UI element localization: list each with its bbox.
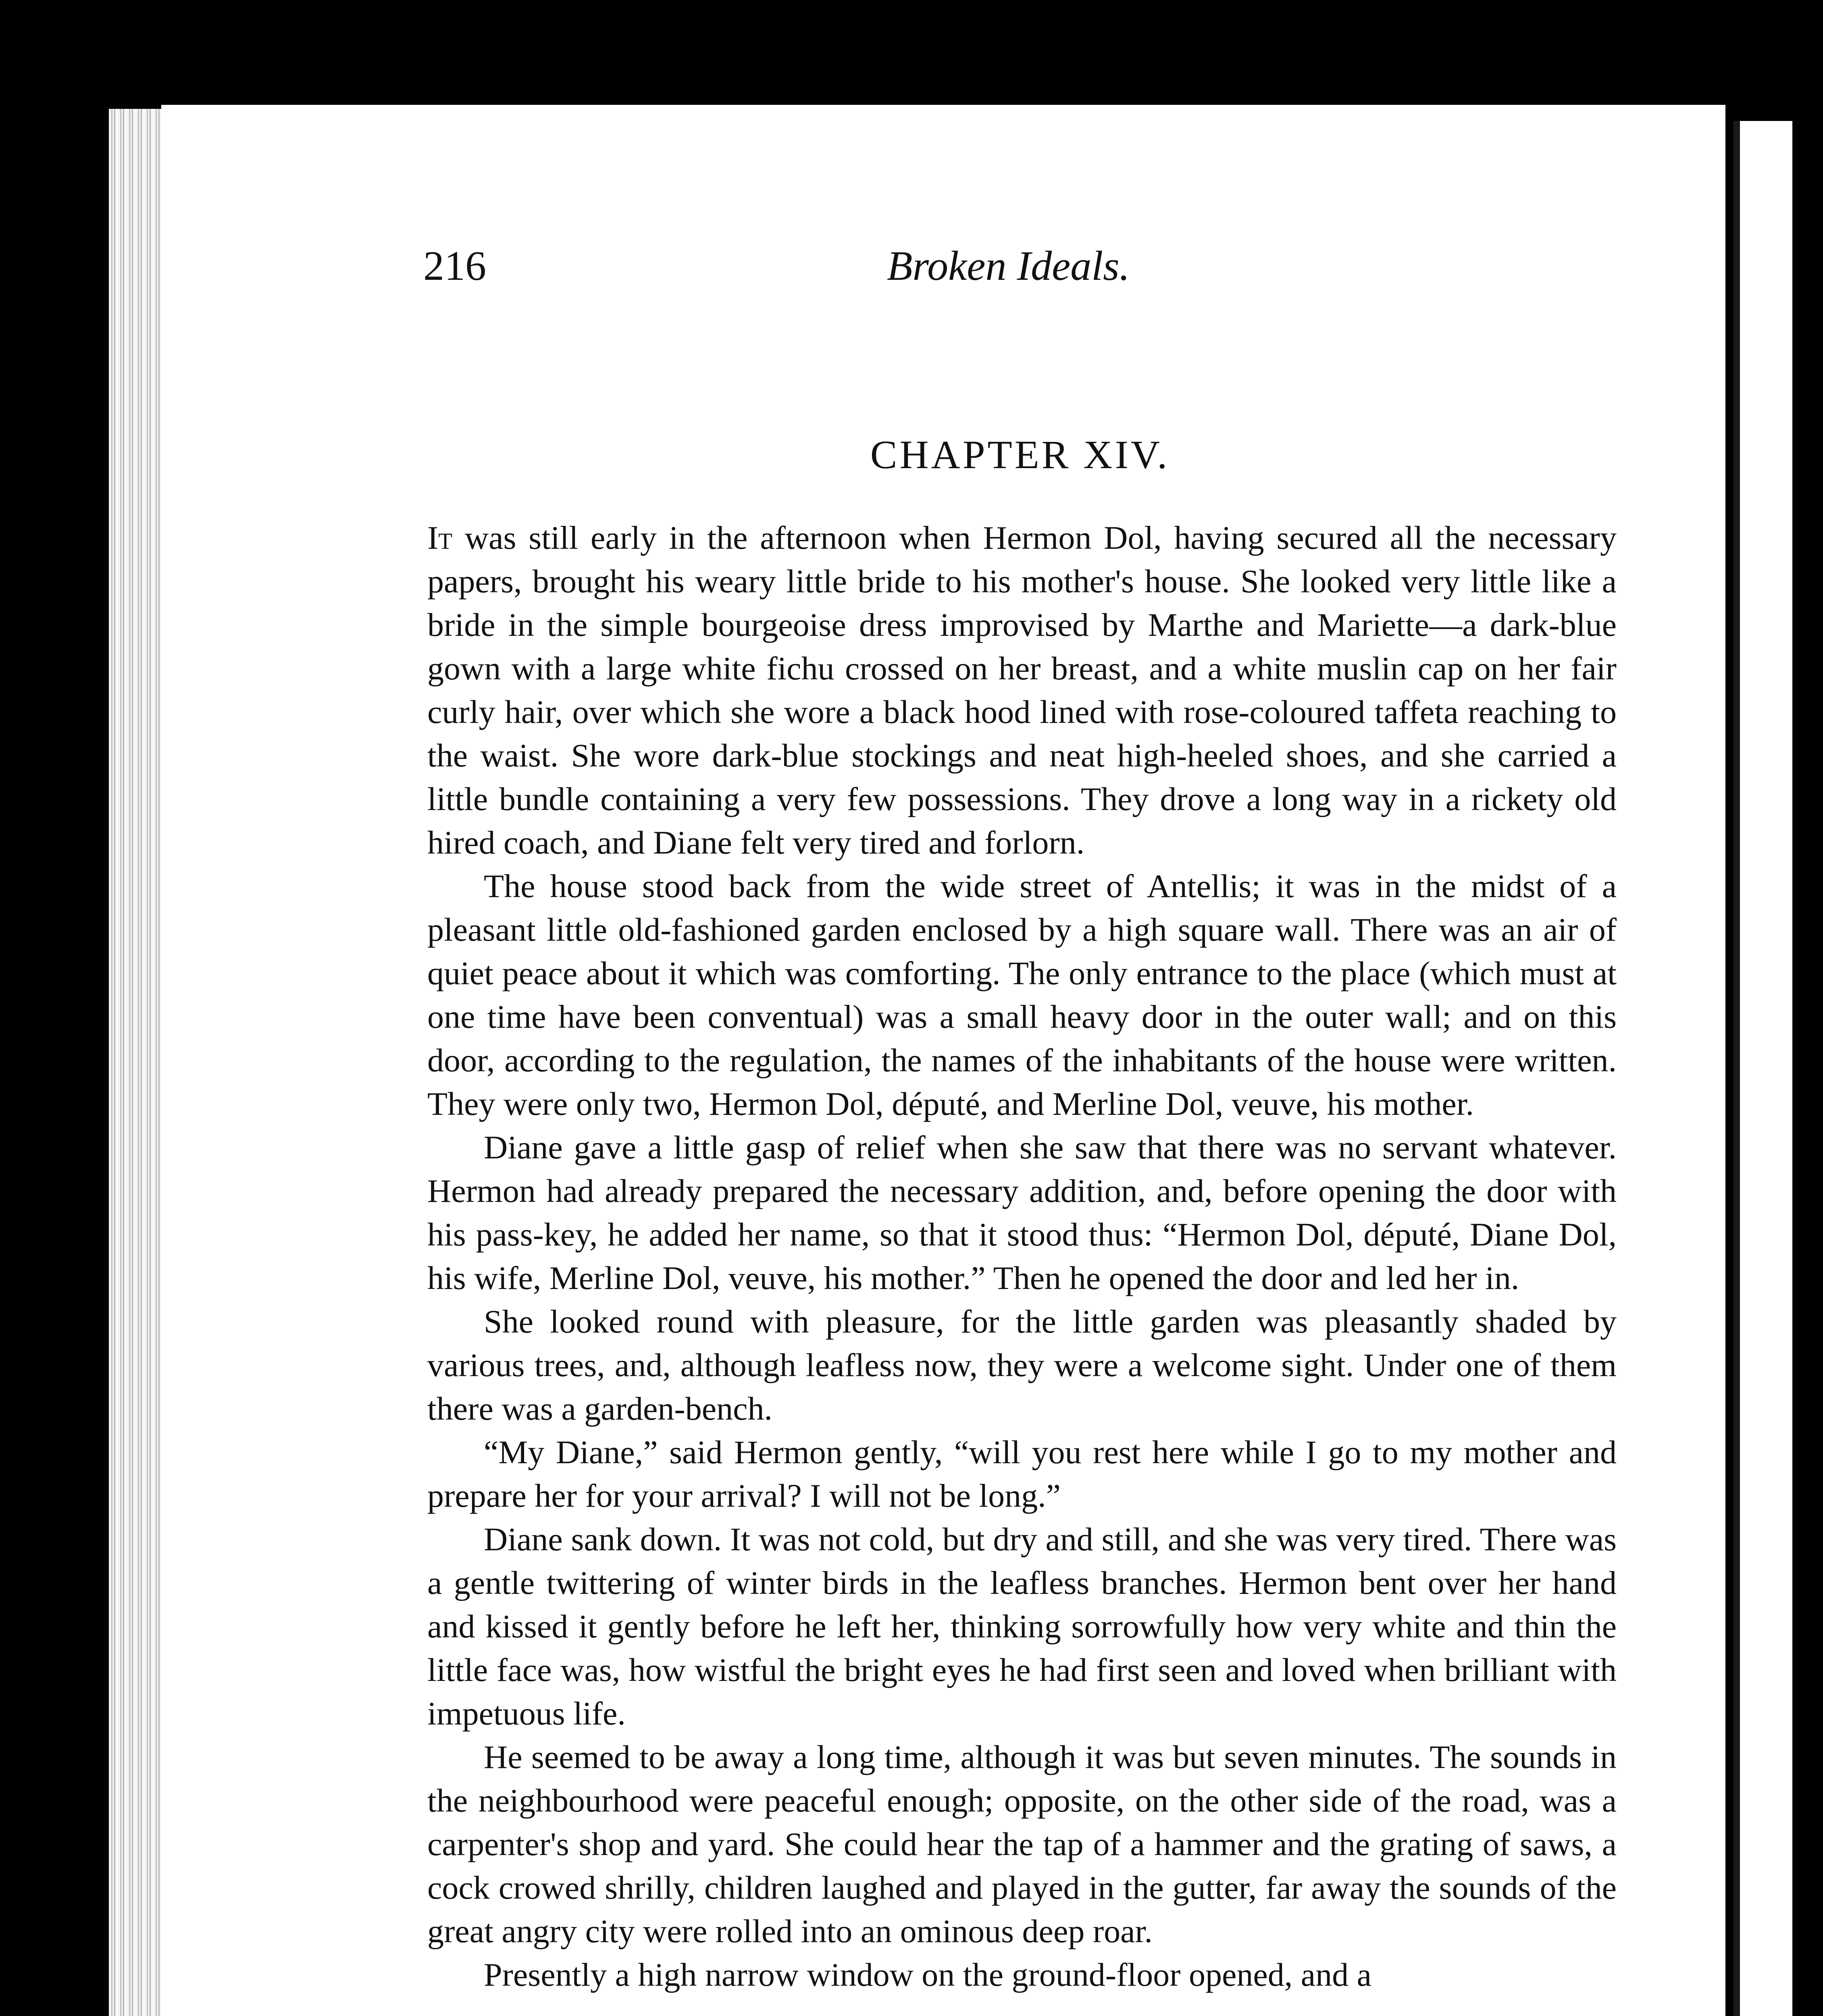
paragraph-6: Diane sank down. It was not cold, but dry and still, and she was very tired. There was a gentle twittering of winter birds in the leafless branches. Hermon bent over her hand and kissed it gently before he left her, thinking sorrowfully how very white and thin the little face was, how wistful the bright eyes he had first seen and loved when brilliant with impetuous life. <box>427 1521 1617 1732</box>
opening-small-caps: It <box>427 519 453 556</box>
page-number: 216 <box>423 243 486 289</box>
paragraph-2: The house stood back from the wide street of Antellis; it was in the midst of a pleasant little old-fashioned garden enclosed by a high square wall. There was an air of quiet peace about it which was comforting. The only entrance to the place (which must at one time have been conventual) was a small heavy door in the outer wall; and on this door, according to the regulation, the names of the inhabitants of the house were written. They were only two, Hermon Dol, député, and Merline Dol, veuve, his mother. <box>427 868 1617 1122</box>
chapter-body <box>427 516 1617 1997</box>
running-title: Broken Ideals. <box>887 243 1130 289</box>
paragraph-7: He seemed to be away a long time, although it was but seven minutes. The sounds in the neighbourhood were peaceful enough; opposite, on the other side of the road, was a carpenter's shop and yard. She could hear the tap of a hammer and the grating of saws, a cock crowed shrilly, children laughed and played in the gutter, far away the sounds of the great angry city were rolled into an ominous deep roar. <box>427 1739 1617 1949</box>
facing-page-edge <box>1734 121 1792 2016</box>
paragraph-8: Presently a high narrow window on the ground-floor opened, and a <box>484 1956 1372 1993</box>
running-head <box>423 242 1617 302</box>
paragraph-3: Diane gave a little gasp of relief when she saw that there was no servant whatever. Hermon had already prepared the necessary addition, and, before opening the door with his pass-key, he added her name, so that it stood thus: “Hermon Dol, député, Diane Dol, his wife, Merline Dol, veuve, his mother.” Then he opened the door and led her in. <box>427 1129 1617 1296</box>
paragraph-1 <box>427 516 1617 864</box>
book-page-edges <box>109 109 169 2016</box>
paragraph-5: “My Diane,” said Hermon gently, “will you rest here while I go to my mother and prepare her for your arrival? I will not be long.” <box>427 1434 1617 1514</box>
chapter-title: CHAPTER XIV. <box>870 432 1170 477</box>
paragraph-4: She looked round with pleasure, for the little garden was pleasantly shaded by various trees, and, although leafless now, they were a welcome sight. Under one of them there was a garden-bench. <box>427 1303 1617 1427</box>
paragraph-1-text: was still early in the afternoon when Hermon Dol, having secured all the necessary papers, brought his weary little bride to his mother's house. She looked very little like a bride in the simple bourgeoise dress improvised by Marthe and Mariette—a dark-blue gown with a large white fichu crossed on her breast, and a white muslin cap on her fair curly hair, over which she wore a black hood lined with rose-coloured taffeta reaching to the waist. She wore dark-blue stockings and neat high-heeled shoes, and she carried a little bundle containing a very few possessions. They drove a long way in a rickety old hired coach, and Diane felt very tired and forlorn. <box>427 519 1617 861</box>
